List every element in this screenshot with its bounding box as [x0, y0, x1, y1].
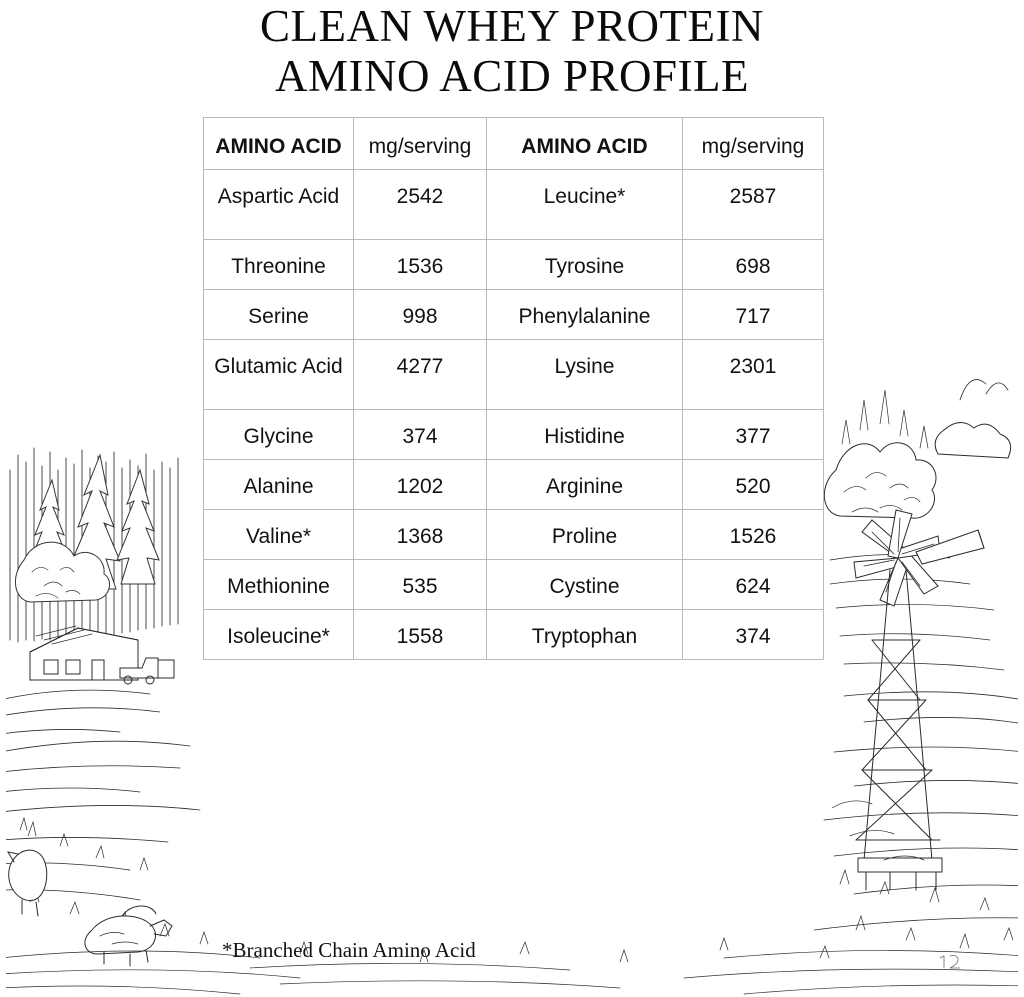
cell-left-name: Serine: [204, 290, 354, 340]
table-header-row: [204, 118, 824, 170]
cell-right-name: Cystine: [487, 560, 683, 610]
table-row: [204, 410, 824, 460]
cell-right-value: 374: [683, 610, 824, 660]
amino-acid-table-container: [203, 117, 823, 660]
cell-right-name: Leucine*: [487, 170, 683, 240]
cell-right-value: 2587: [683, 170, 824, 240]
page-margin-right: [1018, 0, 1024, 997]
cell-left-value: 374: [354, 410, 487, 460]
header-mg-serving-left: mg/serving: [354, 118, 487, 170]
page-title: [0, 0, 1024, 99]
cell-left-name: Isoleucine*: [204, 610, 354, 660]
table-row: [204, 510, 824, 560]
footnote-branched-chain: *Branched Chain Amino Acid: [222, 938, 476, 962]
cell-left-value: 1536: [354, 240, 487, 290]
header-amino-acid-right: AMINO ACID: [487, 118, 683, 170]
cell-right-value: 624: [683, 560, 824, 610]
cell-left-value: 2542: [354, 170, 487, 240]
table-row: [204, 560, 824, 610]
header-amino-acid-left: AMINO ACID: [204, 118, 354, 170]
table-row: [204, 170, 824, 240]
cell-left-name: Glutamic Acid: [204, 340, 354, 410]
table-row: [204, 340, 824, 410]
cell-left-value: 535: [354, 560, 487, 610]
title-line-2: AMINO ACID PROFILE: [274, 51, 750, 101]
table-row: [204, 290, 824, 340]
header-mg-serving-right: mg/serving: [683, 118, 824, 170]
cell-left-value: 1202: [354, 460, 487, 510]
cell-right-name: Arginine: [487, 460, 683, 510]
cell-left-name: Methionine: [204, 560, 354, 610]
cell-left-name: Alanine: [204, 460, 354, 510]
cell-left-value: 1558: [354, 610, 487, 660]
cell-right-name: Tyrosine: [487, 240, 683, 290]
page-margin-left: [0, 0, 6, 997]
table-row: [204, 240, 824, 290]
cell-right-name: Phenylalanine: [487, 290, 683, 340]
cell-left-value: 1368: [354, 510, 487, 560]
cell-right-name: Histidine: [487, 410, 683, 460]
cell-right-value: 698: [683, 240, 824, 290]
cell-left-value: 998: [354, 290, 487, 340]
cell-right-value: 377: [683, 410, 824, 460]
cell-left-name: Valine*: [204, 510, 354, 560]
amino-acid-table: [203, 117, 824, 660]
cell-left-name: Aspartic Acid: [204, 170, 354, 240]
cell-right-name: Lysine: [487, 340, 683, 410]
cell-left-name: Threonine: [204, 240, 354, 290]
cell-right-value: 520: [683, 460, 824, 510]
cell-right-value: 717: [683, 290, 824, 340]
title-line-1: CLEAN WHEY PROTEIN: [260, 1, 764, 51]
table-row: [204, 610, 824, 660]
cell-right-value: 2301: [683, 340, 824, 410]
table-body: [204, 170, 824, 660]
table-row: [204, 460, 824, 510]
cell-right-name: Tryptophan: [487, 610, 683, 660]
cell-right-name: Proline: [487, 510, 683, 560]
cell-left-value: 4277: [354, 340, 487, 410]
cell-right-value: 1526: [683, 510, 824, 560]
cell-left-name: Glycine: [204, 410, 354, 460]
